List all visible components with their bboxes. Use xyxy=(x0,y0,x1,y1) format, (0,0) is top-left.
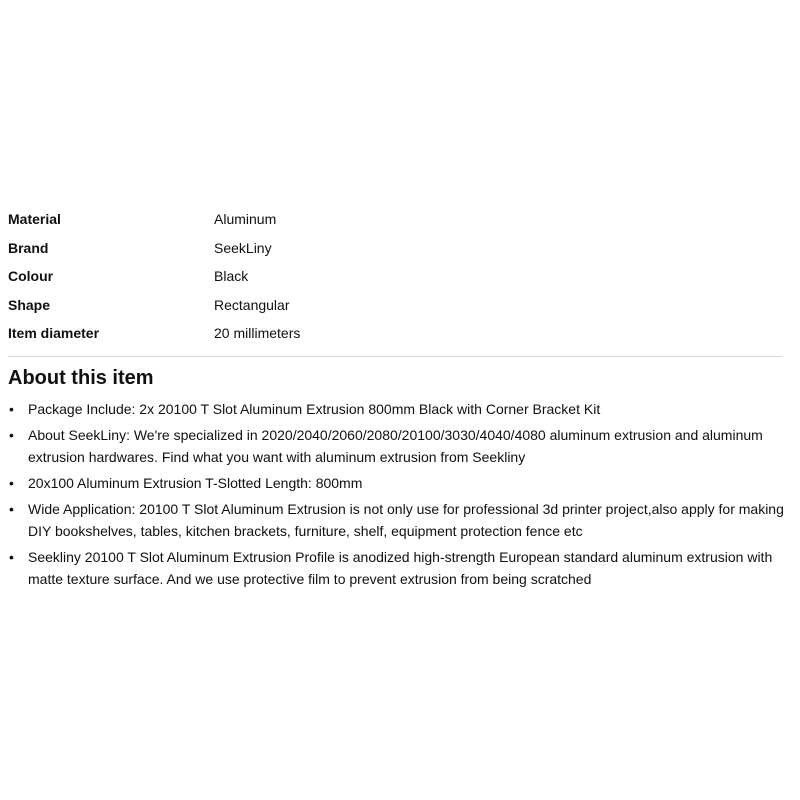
about-title: About this item xyxy=(8,367,154,389)
feature-bullet xyxy=(8,472,788,494)
spec-label: Brand xyxy=(8,239,49,256)
spec-value: SeekLiny xyxy=(214,239,272,256)
spec-label: Colour xyxy=(8,268,54,285)
feature-bullet xyxy=(8,398,788,420)
bullet-dot-icon: • xyxy=(9,427,14,443)
feature-bullet xyxy=(8,424,788,468)
spec-value: Aluminum xyxy=(214,211,277,228)
product-specs-table xyxy=(8,205,782,357)
spec-row-shape xyxy=(8,291,782,320)
feature-bullet-text: About SeekLiny: We're specialized in 2020/2040/2060/2080/20100/3030/4040/4080 aluminum extrusion and aluminum extrusion hardwares. Find what you want with aluminum extrusion from Seekliny xyxy=(28,427,763,465)
bullet-dot-icon: • xyxy=(9,501,14,517)
feature-bullet-text: Package Include: 2x 20100 T Slot Aluminum Extrusion 800mm Black with Corner Bracket Kit xyxy=(28,401,601,417)
feature-bullet-text: Wide Application: 20100 T Slot Aluminum Extrusion is not only use for professional 3d printer project,also apply for making DIY bookshelves, tables, kitchen brackets, furniture, shelf, equipment protection fence etc xyxy=(28,501,784,539)
spec-label: Item diameter xyxy=(8,325,100,342)
spec-row-item-diameter xyxy=(8,319,782,348)
spec-label: Material xyxy=(8,211,61,228)
spec-row-brand xyxy=(8,234,782,263)
bullet-dot-icon: • xyxy=(9,401,14,417)
about-this-item-section xyxy=(8,364,788,594)
feature-bullet-text: 20x100 Aluminum Extrusion T-Slotted Length: 800mm xyxy=(28,475,363,491)
feature-bullet xyxy=(8,546,788,590)
spec-value: 20 millimeters xyxy=(214,325,301,342)
spec-value: Black xyxy=(214,268,249,285)
feature-bullet xyxy=(8,498,788,542)
spec-value: Rectangular xyxy=(214,296,290,313)
spec-row-material xyxy=(8,205,782,234)
spec-row-colour xyxy=(8,262,782,291)
spec-label: Shape xyxy=(8,296,51,313)
feature-bullet-text: Seekliny 20100 T Slot Aluminum Extrusion Profile is anodized high-strength European standard aluminum extrusion with matte texture surface. And we use protective film to prevent extrusion from being scratched xyxy=(28,549,773,587)
feature-bullet-list xyxy=(8,398,788,590)
bullet-dot-icon: • xyxy=(9,475,14,491)
bullet-dot-icon: • xyxy=(9,549,14,565)
